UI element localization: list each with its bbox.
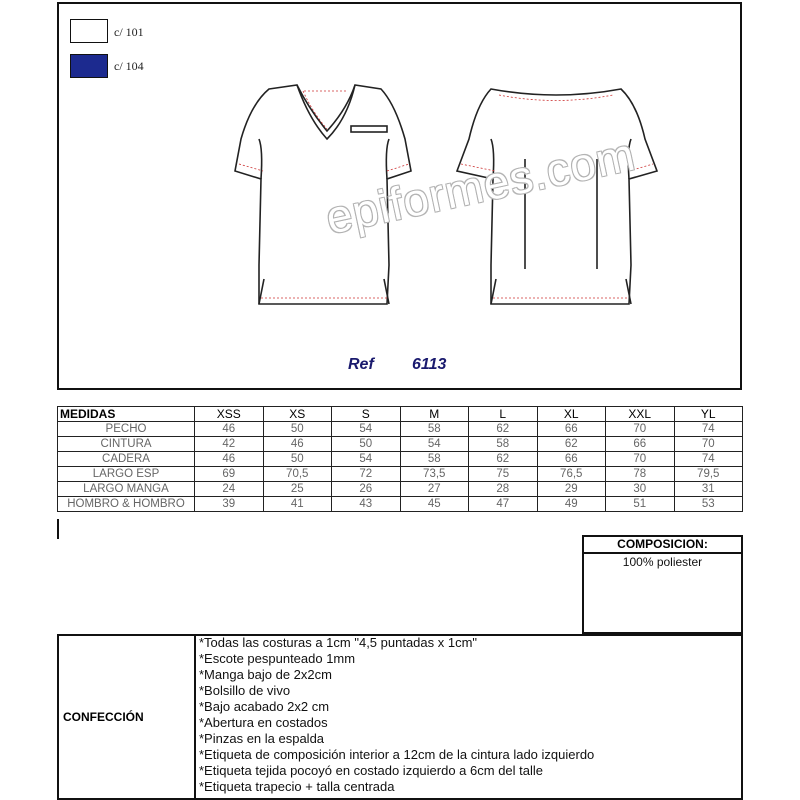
- color-swatch-white: [70, 19, 108, 43]
- size-header: YL: [674, 407, 743, 422]
- measurement-value: 62: [469, 452, 538, 467]
- measurement-value: 28: [469, 482, 538, 497]
- divider-line: [57, 519, 59, 539]
- measurement-value: 76,5: [537, 467, 606, 482]
- measurement-value: 54: [400, 437, 469, 452]
- reference-number: 6113: [412, 356, 447, 373]
- confection-title: CONFECCIÓN: [63, 710, 144, 724]
- measurement-value: 39: [195, 497, 264, 512]
- size-header: M: [400, 407, 469, 422]
- measurement-value: 27: [400, 482, 469, 497]
- measurement-value: 24: [195, 482, 264, 497]
- size-header: L: [469, 407, 538, 422]
- measurement-label: CINTURA: [58, 437, 195, 452]
- measurement-value: 79,5: [674, 467, 743, 482]
- confection-label-cell: [59, 636, 196, 798]
- color-code-label: c/ 101: [114, 25, 144, 39]
- measurement-value: 54: [332, 452, 401, 467]
- measurement-value: 45: [400, 497, 469, 512]
- table-row: [58, 467, 743, 482]
- reference-label: Ref: [348, 356, 374, 373]
- table-row: [58, 452, 743, 467]
- measurement-value: 50: [263, 422, 332, 437]
- measurement-value: 42: [195, 437, 264, 452]
- table-row: [58, 497, 743, 512]
- measurement-value: 43: [332, 497, 401, 512]
- measurement-label: HOMBRO & HOMBRO: [58, 497, 195, 512]
- garment-drawing-panel: [57, 2, 742, 390]
- watermark-text: epiformes.com: [321, 127, 640, 244]
- list-item: *Bolsillo de vivo: [199, 683, 291, 698]
- color-swatch-navy: [70, 54, 108, 78]
- size-header: S: [332, 407, 401, 422]
- composition-box: [582, 535, 743, 634]
- list-item: *Bajo acabado 2x2 cm: [199, 699, 330, 714]
- size-header: XSS: [195, 407, 264, 422]
- measurement-value: 66: [537, 452, 606, 467]
- table-header-row: [58, 407, 743, 422]
- measurement-value: 31: [674, 482, 743, 497]
- measurement-value: 49: [537, 497, 606, 512]
- measurement-value: 62: [537, 437, 606, 452]
- measurement-value: 51: [606, 497, 675, 512]
- measurement-value: 62: [469, 422, 538, 437]
- list-item: *Abertura en costados: [199, 715, 328, 730]
- confection-list: [199, 635, 741, 795]
- table-row: [58, 482, 743, 497]
- size-header: XS: [263, 407, 332, 422]
- table-row: [58, 437, 743, 452]
- list-item: *Todas las costuras a 1cm "4,5 puntadas x 1cm": [199, 635, 478, 650]
- measurement-label: CADERA: [58, 452, 195, 467]
- measurement-value: 69: [195, 467, 264, 482]
- measurement-value: 66: [537, 422, 606, 437]
- measurement-value: 70: [674, 437, 743, 452]
- measurement-value: 73,5: [400, 467, 469, 482]
- measurement-label: LARGO MANGA: [58, 482, 195, 497]
- color-code-label: c/ 104: [114, 59, 144, 73]
- measurement-value: 66: [606, 437, 675, 452]
- list-item: *Etiqueta de composición interior a 12cm de la cintura lado izquierdo: [199, 747, 595, 762]
- measurement-value: 58: [469, 437, 538, 452]
- list-item: *Pinzas en la espalda: [199, 731, 325, 746]
- measurement-value: 58: [400, 452, 469, 467]
- confection-block: [57, 634, 743, 800]
- measurement-value: 46: [263, 437, 332, 452]
- measurement-value: 47: [469, 497, 538, 512]
- measurement-value: 41: [263, 497, 332, 512]
- measurement-value: 53: [674, 497, 743, 512]
- measurement-value: 70: [606, 452, 675, 467]
- measurement-label: LARGO ESP: [58, 467, 195, 482]
- measurement-value: 26: [332, 482, 401, 497]
- measurement-value: 74: [674, 452, 743, 467]
- measurement-value: 50: [263, 452, 332, 467]
- measurement-value: 70: [606, 422, 675, 437]
- measurement-value: 29: [537, 482, 606, 497]
- measurement-value: 46: [195, 422, 264, 437]
- measurement-value: 72: [332, 467, 401, 482]
- measurement-value: 78: [606, 467, 675, 482]
- list-item: *Manga bajo de 2x2cm: [199, 667, 332, 682]
- measurement-value: 50: [332, 437, 401, 452]
- measurements-table: [57, 406, 743, 512]
- composition-value: 100% poliester: [622, 555, 703, 569]
- measurement-value: 30: [606, 482, 675, 497]
- list-item: *Escote pespunteado 1mm: [199, 651, 356, 666]
- size-header: XL: [537, 407, 606, 422]
- measurement-value: 54: [332, 422, 401, 437]
- measurement-value: 25: [263, 482, 332, 497]
- measurement-label: PECHO: [58, 422, 195, 437]
- size-header: XXL: [606, 407, 675, 422]
- list-item: *Etiqueta tejida pocoyó en costado izquierdo a 6cm del talle: [199, 763, 543, 778]
- composition-title: COMPOSICION:: [584, 537, 741, 554]
- measurement-value: 75: [469, 467, 538, 482]
- measurement-value: 58: [400, 422, 469, 437]
- table-row: [58, 422, 743, 437]
- measurement-value: 70,5: [263, 467, 332, 482]
- measurement-value: 74: [674, 422, 743, 437]
- measurement-value: 46: [195, 452, 264, 467]
- table-header-medidas: MEDIDAS: [58, 407, 195, 422]
- list-item: *Etiqueta trapecio + talla centrada: [199, 779, 395, 794]
